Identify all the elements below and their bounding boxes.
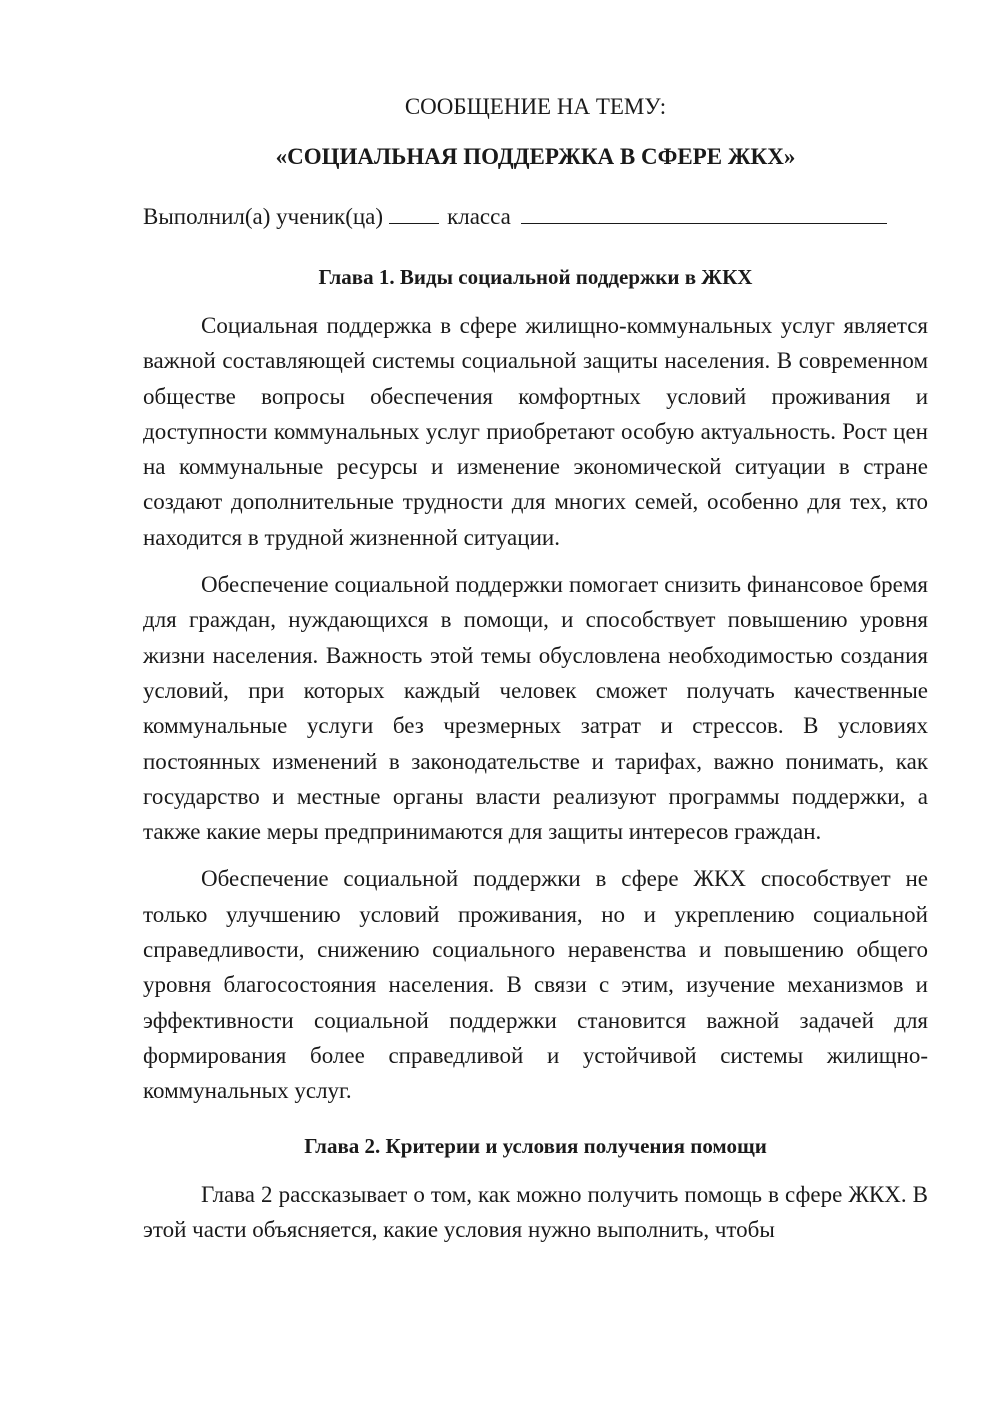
chapter1-paragraph: Обеспечение социальной поддержки в сфере ЖКХ способствует не только улучшению условий проживания, но и укреплению социальной справедливости, снижению социального неравенства и повышению общего уровня благосостояния населения. В связи с этим, изучение механизмов и эффективности социальной поддержки становится важной задачей для формирования более справедливой и устойчивой системы жилищно-коммунальных услуг. (143, 866, 928, 1104)
author-name-blank (521, 201, 887, 224)
chapter1-paragraph: Обеспечение социальной поддержки помогает снизить финансовое бремя для граждан, нуждающихся в помощи, и способствует повышению уровня жизни населения. Важность этой темы обусловлена необходимостью создания условий, при которых каждый человек сможет получать качественные коммунальные услуги без чрезмерных затрат и стрессов. В условиях постоянных изменений в законодательстве и тарифах, важно понимать, как государство и местные органы власти реализуют программы поддержки, а также какие меры предпринимаются для защиты интересов граждан. (143, 572, 928, 845)
author-label: Выполнил(а) ученик(ца) (143, 204, 384, 229)
class-label: класса (447, 204, 511, 229)
chapter1-paragraph: Социальная поддержка в сфере жилищно-коммунальных услуг является важной составляющей системы социальной защиты населения. В современном обществе вопросы обеспечения комфортных условий проживания и доступности коммунальных услуг приобретают особую актуальность. Рост цен на коммунальные ресурсы и изменение экономической ситуации в стране создают дополнительные трудности для многих семей, особенно для тех, кто находится в трудной жизненной ситуации. (143, 313, 928, 550)
document-title-line1: СООБЩЕНИЕ НА ТЕМУ: (404, 94, 667, 119)
class-number-blank (389, 201, 439, 224)
document-page (143, 92, 928, 1259)
author-line (143, 201, 928, 232)
document-title-line2: «СОЦИАЛЬНАЯ ПОДДЕРЖКА В СФЕРЕ ЖКХ» (275, 144, 796, 169)
chapter2-heading: Глава 2. Критерии и условия получения помощи (304, 1133, 767, 1158)
chapter1-heading: Глава 1. Виды социальной поддержки в ЖКХ (318, 265, 753, 289)
chapter2-paragraph: Глава 2 рассказывает о том, как можно получить помощь в сфере ЖКХ. В этой части объясняется, какие условия нужно выполнить, чтобы (143, 1181, 928, 1242)
